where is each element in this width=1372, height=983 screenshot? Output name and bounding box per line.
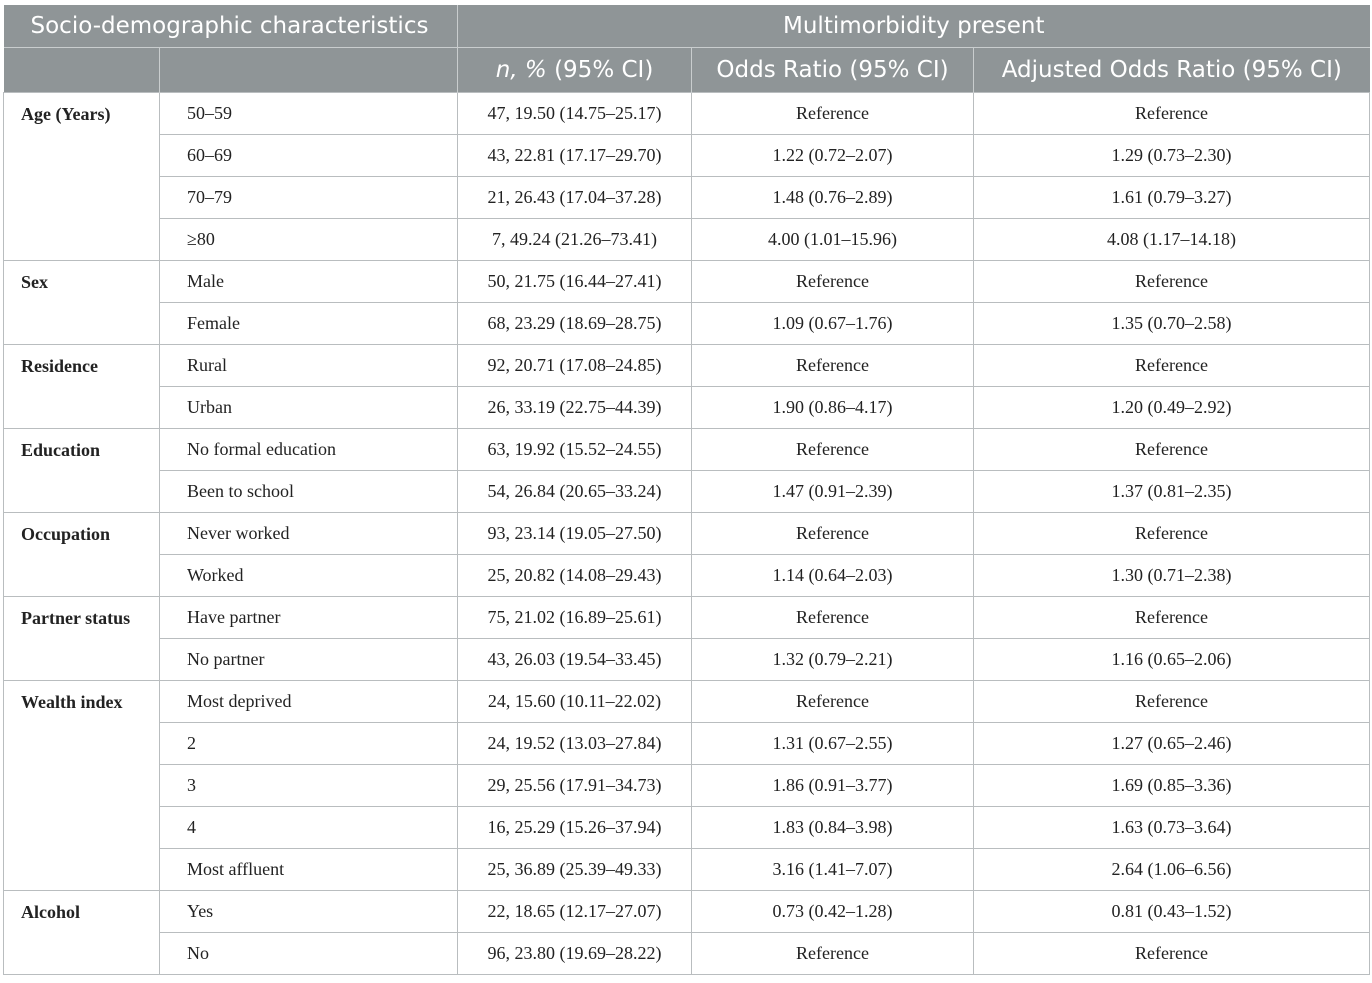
odds-ratio-cell: 1.48 (0.76–2.89) [692,177,974,219]
level-cell: 4 [160,807,458,849]
adjusted-odds-ratio-cell: 1.20 (0.49–2.92) [974,387,1370,429]
n-percent-cell: 50, 21.75 (16.44–27.41) [458,261,692,303]
odds-ratio-cell: Reference [692,933,974,975]
odds-ratio-cell: 1.47 (0.91–2.39) [692,471,974,513]
table-row [4,891,1370,933]
n-percent-cell: 24, 15.60 (10.11–22.02) [458,681,692,723]
level-cell: Urban [160,387,458,429]
level-cell: No formal education [160,429,458,471]
group-label: Wealth index [4,681,160,891]
odds-ratio-cell: 1.09 (0.67–1.76) [692,303,974,345]
header-n-percent-italic: n, % [495,57,547,83]
header-blank-1 [4,48,160,93]
table-row [4,429,1370,471]
adjusted-odds-ratio-cell: 0.81 (0.43–1.52) [974,891,1370,933]
table-row [4,471,1370,513]
odds-ratio-cell: 1.14 (0.64–2.03) [692,555,974,597]
level-cell: 2 [160,723,458,765]
table-row [4,93,1370,135]
odds-ratio-cell: Reference [692,261,974,303]
n-percent-cell: 96, 23.80 (19.69–28.22) [458,933,692,975]
group-label: Age (Years) [4,93,160,261]
n-percent-cell: 21, 26.43 (17.04–37.28) [458,177,692,219]
level-cell: Yes [160,891,458,933]
level-cell: No partner [160,639,458,681]
odds-ratio-cell: 0.73 (0.42–1.28) [692,891,974,933]
table-header [4,5,1370,93]
odds-ratio-cell: Reference [692,597,974,639]
adjusted-odds-ratio-cell: 1.37 (0.81–2.35) [974,471,1370,513]
group-label: Sex [4,261,160,345]
level-cell: Rural [160,345,458,387]
n-percent-cell: 63, 19.92 (15.52–24.55) [458,429,692,471]
table-row [4,345,1370,387]
odds-ratio-cell: 1.32 (0.79–2.21) [692,639,974,681]
level-cell: Male [160,261,458,303]
n-percent-cell: 43, 22.81 (17.17–29.70) [458,135,692,177]
level-cell: 50–59 [160,93,458,135]
group-label: Partner status [4,597,160,681]
table-body [4,93,1370,975]
adjusted-odds-ratio-cell: Reference [974,933,1370,975]
adjusted-odds-ratio-cell: 4.08 (1.17–14.18) [974,219,1370,261]
level-cell: 70–79 [160,177,458,219]
n-percent-cell: 26, 33.19 (22.75–44.39) [458,387,692,429]
table-row [4,219,1370,261]
n-percent-cell: 75, 21.02 (16.89–25.61) [458,597,692,639]
level-cell: Have partner [160,597,458,639]
level-cell: Never worked [160,513,458,555]
table-row [4,933,1370,975]
header-adjusted-odds-ratio: Adjusted Odds Ratio (95% CI) [974,48,1370,93]
adjusted-odds-ratio-cell: Reference [974,93,1370,135]
odds-ratio-cell: 1.31 (0.67–2.55) [692,723,974,765]
n-percent-cell: 47, 19.50 (14.75–25.17) [458,93,692,135]
table-row [4,597,1370,639]
table-container [3,5,1369,975]
odds-ratio-cell: 1.22 (0.72–2.07) [692,135,974,177]
n-percent-cell: 25, 36.89 (25.39–49.33) [458,849,692,891]
table-row [4,807,1370,849]
n-percent-cell: 92, 20.71 (17.08–24.85) [458,345,692,387]
level-cell: Been to school [160,471,458,513]
odds-ratio-cell: 4.00 (1.01–15.96) [692,219,974,261]
odds-ratio-cell: Reference [692,513,974,555]
table-row [4,303,1370,345]
odds-ratio-cell: 1.86 (0.91–3.77) [692,765,974,807]
adjusted-odds-ratio-cell: Reference [974,261,1370,303]
group-label: Education [4,429,160,513]
adjusted-odds-ratio-cell: Reference [974,345,1370,387]
adjusted-odds-ratio-cell: Reference [974,597,1370,639]
n-percent-cell: 25, 20.82 (14.08–29.43) [458,555,692,597]
header-blank-2 [160,48,458,93]
adjusted-odds-ratio-cell: 1.30 (0.71–2.38) [974,555,1370,597]
table-row [4,387,1370,429]
multimorbidity-table [3,5,1370,975]
n-percent-cell: 22, 18.65 (12.17–27.07) [458,891,692,933]
n-percent-cell: 54, 26.84 (20.65–33.24) [458,471,692,513]
adjusted-odds-ratio-cell: 2.64 (1.06–6.56) [974,849,1370,891]
level-cell: Most affluent [160,849,458,891]
level-cell: No [160,933,458,975]
adjusted-odds-ratio-cell: 1.27 (0.65–2.46) [974,723,1370,765]
level-cell: Worked [160,555,458,597]
odds-ratio-cell: 1.90 (0.86–4.17) [692,387,974,429]
odds-ratio-cell: 1.83 (0.84–3.98) [692,807,974,849]
level-cell: Female [160,303,458,345]
group-label: Occupation [4,513,160,597]
n-percent-cell: 43, 26.03 (19.54–33.45) [458,639,692,681]
adjusted-odds-ratio-cell: 1.29 (0.73–2.30) [974,135,1370,177]
table-row [4,765,1370,807]
adjusted-odds-ratio-cell: 1.35 (0.70–2.58) [974,303,1370,345]
adjusted-odds-ratio-cell: Reference [974,513,1370,555]
adjusted-odds-ratio-cell: Reference [974,429,1370,471]
header-n-percent-ci: (95% CI) [546,57,654,83]
level-cell: 3 [160,765,458,807]
header-n-percent [458,48,692,93]
header-multimorbidity-present: Multimorbidity present [458,5,1370,48]
table-row [4,681,1370,723]
n-percent-cell: 7, 49.24 (21.26–73.41) [458,219,692,261]
table-row [4,849,1370,891]
table-row [4,723,1370,765]
level-cell: ≥80 [160,219,458,261]
odds-ratio-cell: Reference [692,681,974,723]
adjusted-odds-ratio-cell: Reference [974,681,1370,723]
group-label: Residence [4,345,160,429]
table-row [4,261,1370,303]
table-row [4,135,1370,177]
n-percent-cell: 68, 23.29 (18.69–28.75) [458,303,692,345]
odds-ratio-cell: Reference [692,429,974,471]
n-percent-cell: 24, 19.52 (13.03–27.84) [458,723,692,765]
table-row [4,177,1370,219]
table-row [4,555,1370,597]
adjusted-odds-ratio-cell: 1.69 (0.85–3.36) [974,765,1370,807]
adjusted-odds-ratio-cell: 1.61 (0.79–3.27) [974,177,1370,219]
header-odds-ratio: Odds Ratio (95% CI) [692,48,974,93]
header-characteristics: Socio-demographic characteristics [4,5,458,48]
level-cell: 60–69 [160,135,458,177]
table-row [4,513,1370,555]
table-row [4,639,1370,681]
n-percent-cell: 16, 25.29 (15.26–37.94) [458,807,692,849]
n-percent-cell: 93, 23.14 (19.05–27.50) [458,513,692,555]
adjusted-odds-ratio-cell: 1.16 (0.65–2.06) [974,639,1370,681]
n-percent-cell: 29, 25.56 (17.91–34.73) [458,765,692,807]
odds-ratio-cell: 3.16 (1.41–7.07) [692,849,974,891]
odds-ratio-cell: Reference [692,345,974,387]
group-label: Alcohol [4,891,160,975]
adjusted-odds-ratio-cell: 1.63 (0.73–3.64) [974,807,1370,849]
level-cell: Most deprived [160,681,458,723]
odds-ratio-cell: Reference [692,93,974,135]
